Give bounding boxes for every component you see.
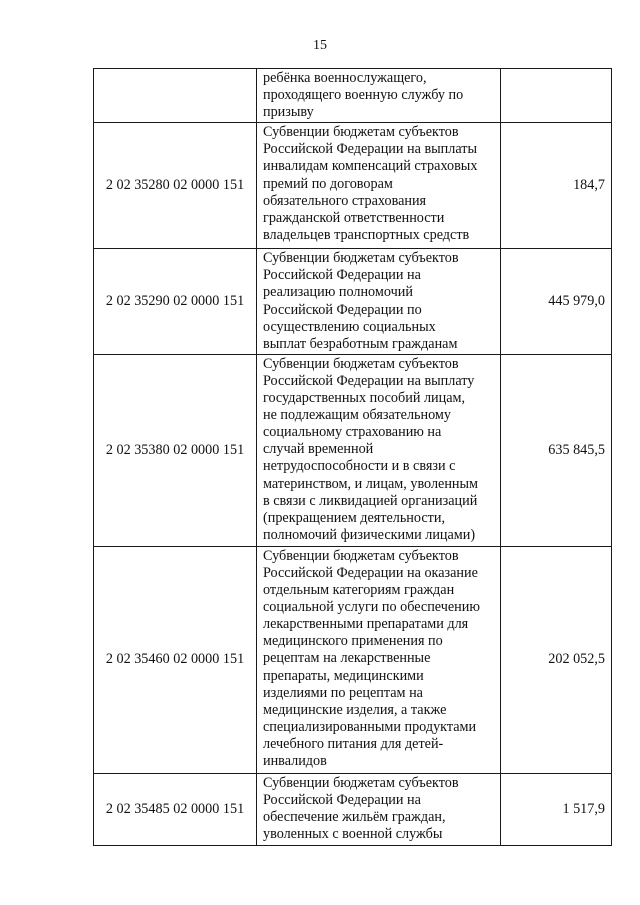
budget-code-cell: 2 02 35460 02 0000 151 [94,546,257,773]
budget-code-cell: 2 02 35280 02 0000 151 [94,123,257,249]
budget-code-cell: 2 02 35380 02 0000 151 [94,354,257,546]
revenue-name-cell: Субвенции бюджетам субъектов Российской Федерации на реализацию полномочий Российской Федерации по осуществлению социальных выплат безработным гражданам [257,249,501,355]
table-row [94,249,612,355]
table-row [94,354,612,546]
revenue-name-cell: ребёнка военнослужащего, проходящего военную службу по призыву [257,69,501,123]
table-row [94,123,612,249]
amount-cell: 184,7 [501,123,612,249]
amount-cell: 635 845,5 [501,354,612,546]
amount-cell: 445 979,0 [501,249,612,355]
amount-cell: 1 517,9 [501,773,612,845]
amount-cell [501,69,612,123]
table-row [94,546,612,773]
budget-code-cell: 2 02 35485 02 0000 151 [94,773,257,845]
budget-code-cell: 2 02 35290 02 0000 151 [94,249,257,355]
table-row [94,773,612,845]
table-row [94,69,612,123]
revenue-name-cell: Субвенции бюджетам субъектов Российской Федерации на выплату государственных пособий лицам, не подлежащим обязательному социальному страхованию на случай временной нетрудоспособности и в связи с материнством, и лицам, уволенным в связи с ликвидацией организаций (прекращением деятельности, полномочий физическими лицами) [257,354,501,546]
revenue-name-cell: Субвенции бюджетам субъектов Российской Федерации на выплаты инвалидам компенсаций страховых премий по договорам обязательного страхования гражданской ответственности владельцев транспортных средств [257,123,501,249]
revenue-name-cell: Субвенции бюджетам субъектов Российской Федерации на оказание отдельным категориям граждан социальной услуги по обеспечению лекарственными препаратами для медицинского применения по рецептам на лекарственные препараты, медицинскими изделиями по рецептам на медицинские изделия, а также специализированными продуктами лечебного питания для детей- инвалидов [257,546,501,773]
page-number: 15 [313,38,327,53]
revenue-name-cell: Субвенции бюджетам субъектов Российской Федерации на обеспечение жильём граждан, уволенных с военной службы [257,773,501,845]
budget-code-cell [94,69,257,123]
amount-cell: 202 052,5 [501,546,612,773]
budget-revenue-table [93,68,612,846]
